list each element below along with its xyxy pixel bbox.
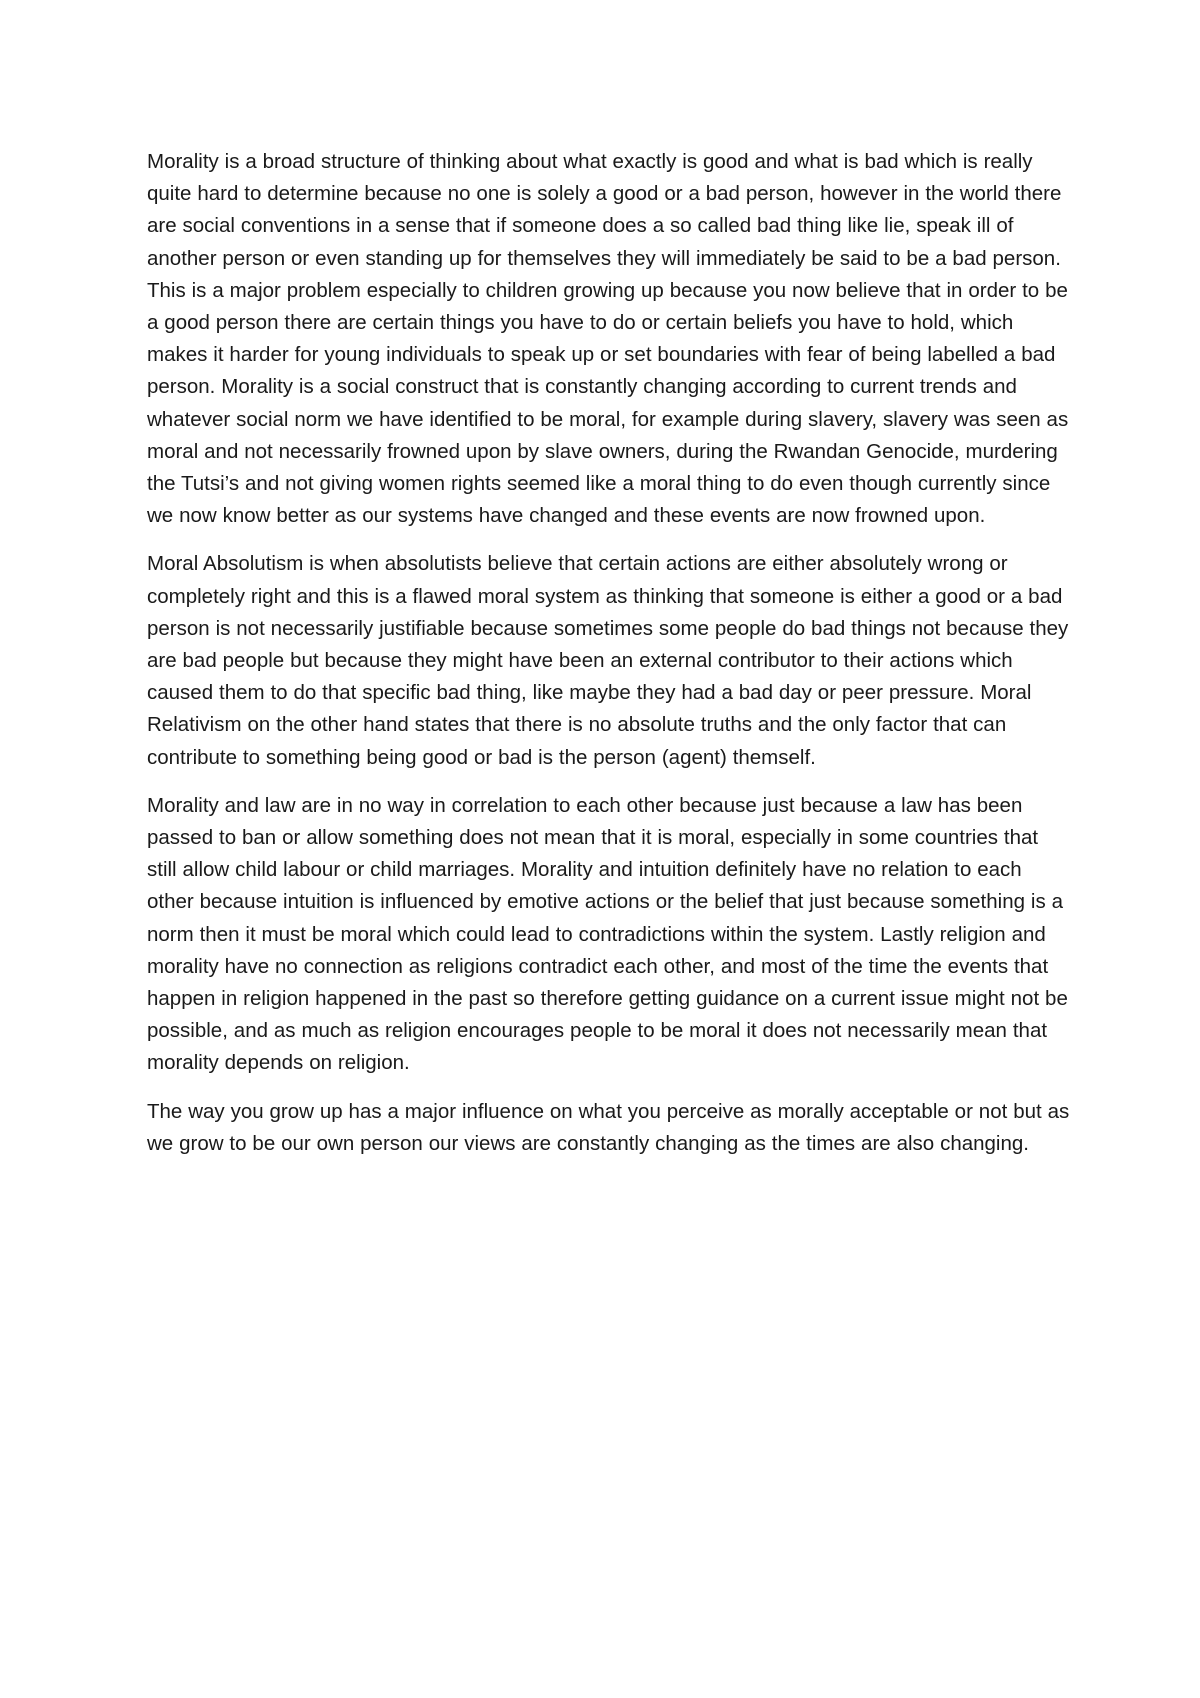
document-body — [147, 146, 1072, 1176]
paragraph-absolutism-relativism: Moral Absolutism is when absolutists believe that certain actions are either absolutely wrong or completely right and this is a flawed moral system as thinking that someone is either a good or a bad person is not necessarily justifiable because sometimes some people do bad things not because they are bad people but because they might have been an external contributor to their actions which caused them to do that specific bad thing, like maybe they had a bad day or peer pressure. Moral Relativism on the other hand states that there is no absolute truths and the only factor that can contribute to something being good or bad is the person (agent) themself. — [147, 552, 1069, 769]
paragraph-morality-intro: Morality is a broad structure of thinking about what exactly is good and what is bad which is really quite hard to determine because no one is solely a good or a bad person, however in the world there are social conventions in a sense that if someone does a so called bad thing like lie, speak ill of another person or even standing up for themselves they will immediately be said to be a bad person. This is a major problem especially to children growing up because you now believe that in order to be a good person there are certain things you have to do or certain beliefs you have to hold, which makes it harder for young individuals to speak up or set boundaries with fear of being labelled a bad person. Morality is a social construct that is constantly changing according to current trends and whatever social norm we have identified to be moral, for example during slavery, slavery was seen as moral and not necessarily frowned upon by slave owners, during the Rwandan Genocide, murdering the Tutsi’s and not giving women rights seemed like a moral thing to do even though currently since we now know better as our systems have changed and these events are now frowned upon. — [147, 150, 1069, 528]
paragraph-law-intuition-religion: Morality and law are in no way in correlation to each other because just because a law has been passed to ban or allow something does not mean that it is moral, especially in some countries that still allow child labour or child marriages. Morality and intuition definitely have no relation to each other because intuition is influenced by emotive actions or the belief that just because something is a norm then it must be moral which could lead to contradictions within the system. Lastly religion and morality have no connection as religions contradict each other, and most of the time the events that happen in religion happened in the past so therefore getting guidance on a current issue might not be possible, and as much as religion encourages people to be moral it does not necessarily mean that morality depends on religion. — [147, 793, 1068, 1075]
paragraph-conclusion: The way you grow up has a major influence on what you perceive as morally acceptable or not but as we grow to be our own person our views are constantly changing as the times are also changing. — [147, 1099, 1070, 1155]
